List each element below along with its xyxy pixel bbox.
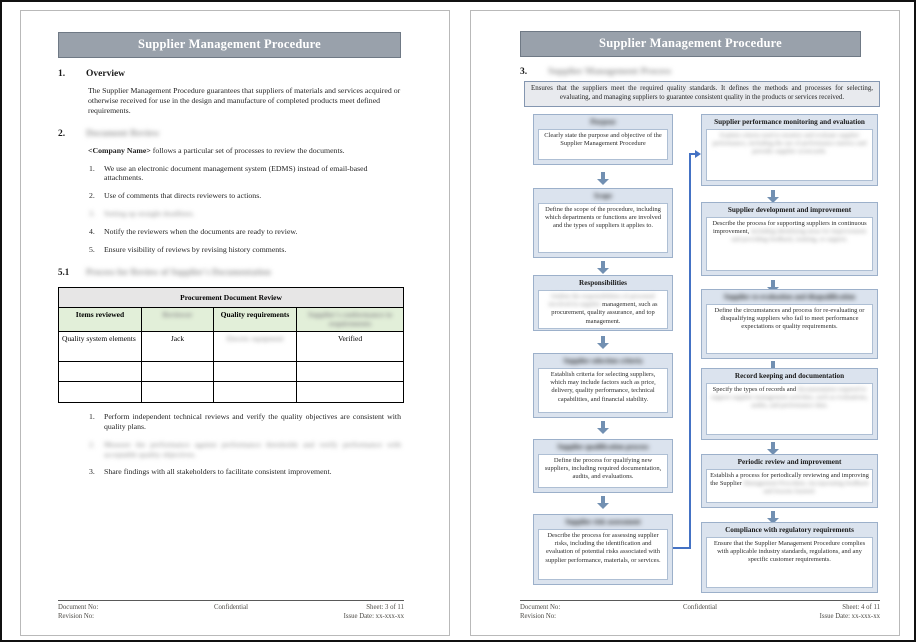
footer-issue-date: Issue Date: xx-xxx-xx: [819, 613, 880, 621]
table-cell: [297, 381, 404, 402]
section-title: Overview: [86, 69, 126, 79]
section-title-blurred: Document Review: [86, 128, 160, 139]
flow-box-title: Responsibilities: [579, 279, 627, 287]
table-cell: [297, 361, 404, 381]
flow-box-reevaluation-disqualification: [701, 289, 878, 359]
list-item-number: 1.: [89, 411, 95, 421]
down-arrow: [597, 336, 609, 349]
flow-box-body: Clearly state the purpose and objective of the Supplier Management Procedure: [538, 129, 668, 160]
list-item-number: 3.: [89, 467, 95, 477]
list-item-text: Ensure visibility of reviews by revising history comments.: [104, 245, 287, 255]
list-item: [89, 227, 401, 237]
section-title-blurred: Process for Review of Supplier's Documentation: [86, 266, 271, 277]
list-item-text: Notify the reviewers when the documents are ready to review.: [104, 227, 298, 237]
table-title-row: [59, 287, 404, 307]
flow-box-body: Define the circumstances and process for re-evaluating or disqualifying suppliers who fail to meet performance expectations or quality requirements.: [706, 304, 873, 354]
process-intro-box: Ensures that the suppliers meet the required quality standards. It defines the methods and processes for selecting, evaluating, and managing suppliers to guarantee consistent quality in the products or services received.: [524, 81, 880, 107]
col-header: Quality requirements: [214, 307, 297, 331]
flow-box-title-blurred: Scope: [594, 192, 612, 200]
footer-doc-info: [520, 603, 640, 622]
flow-box-title-blurred: Supplier selection criteria: [563, 357, 643, 365]
footer-doc-info: [58, 603, 173, 622]
list-item: [89, 245, 401, 255]
flow-box-title: Record keeping and documentation: [734, 372, 845, 380]
list-item: [89, 467, 401, 477]
flow-box-purpose: [533, 114, 673, 165]
table-cell: [214, 381, 297, 402]
list-item-text: Share findings with all stakeholders to facilitate consistent improvement.: [104, 467, 332, 477]
flow-box-title: Periodic review and improvement: [737, 458, 842, 466]
flow-box-body: Ensure that the Supplier Management Procedure complies with applicable industry standards, regulations, and any specific customer requirements.: [706, 537, 873, 588]
footer-document-no: Document No:: [520, 603, 561, 611]
table-header-row: [59, 307, 404, 331]
flow-box-body: Outline the responsibilities of personnel involved in supplier management, such as procurement, quality assurance, and top management.: [538, 290, 668, 329]
flow-box-title: Supplier performance monitoring and evaluation: [714, 118, 865, 126]
page-footer: [520, 600, 880, 622]
list-item-number: 1.: [89, 163, 95, 173]
section-title-blurred: Supplier Management Process: [548, 67, 672, 77]
list-item-number: 2.: [89, 439, 95, 449]
list-item-text: We use an electronic document management system (EDMS) instead of email-based attachments.: [104, 163, 368, 183]
table-cell: [142, 381, 214, 402]
flow-box-body-blurred: Explain criteria used to monitor and evaluate supplier performance, including the use of performance metrics and periodic supplier scorecards.: [706, 129, 873, 181]
footer-sheet: Sheet: 3 of 11: [366, 603, 404, 611]
list-item-text: Setting up straight deadlines.: [104, 209, 195, 219]
footer-sheet-info: [289, 603, 404, 622]
list-item: [89, 412, 401, 432]
section-number: 2.: [58, 128, 66, 139]
page-footer: [58, 600, 404, 622]
down-arrow: [597, 421, 609, 434]
procurement-document-review-table: [58, 287, 404, 403]
table-cell: [59, 361, 142, 381]
table-cell: [59, 381, 142, 402]
list-item: [89, 191, 401, 201]
section-5-1-heading: [58, 267, 401, 277]
footer-confidential: Confidential: [214, 603, 248, 611]
table-row: [59, 361, 404, 381]
footer-issue-date: Issue Date: xx-xxx-xx: [343, 613, 404, 621]
table-row: [59, 381, 404, 402]
list-item-number: 2.: [89, 191, 95, 201]
col-header-blurred: Supplier's conformance to requirements: [297, 307, 404, 331]
down-arrow: [597, 261, 609, 274]
col-header-blurred: Reviewer: [142, 307, 214, 331]
list-item-text: Perform independent technical reviews and verify the quality objectives are consistent with quality plans.: [104, 411, 401, 431]
table-cell-blurred: Electric equipment: [214, 331, 297, 361]
flow-box-title-blurred: Supplier risk assessment: [565, 518, 641, 526]
table-cell: [142, 361, 214, 381]
list-item-number: 3.: [89, 209, 95, 219]
flow-box-record-keeping: [701, 368, 878, 440]
footer-document-no: Document No:: [58, 603, 99, 611]
document-title-banner: Supplier Management Procedure: [58, 32, 401, 58]
table-cell: Quality system elements: [59, 331, 142, 361]
flow-box-title-blurred: Supplier re-evaluation and disqualification: [723, 293, 856, 301]
flow-box-title-blurred: Supplier qualification process: [557, 443, 649, 451]
flow-box-body: Describe the process for supporting suppliers in continuous improvement, including identifying areas for improvement and providing feedback, training, or support.: [706, 217, 873, 271]
section-number: 1.: [58, 69, 66, 79]
section-1-heading: [58, 69, 401, 79]
flow-box-body: Define the process for qualifying new suppliers, including required documentation, audits, and evaluations.: [538, 454, 668, 488]
flow-box-scope: [533, 188, 673, 258]
section-2-heading: [58, 129, 401, 139]
table-cell: Verified: [297, 331, 404, 361]
flow-box-performance-monitoring: [701, 114, 878, 186]
section-3-heading: [520, 67, 671, 77]
flow-box-title: Compliance with regulatory requirements: [725, 526, 854, 534]
footer-confidential: Confidential: [683, 603, 717, 611]
footer-sheet-info: [760, 603, 880, 622]
flow-box-body: Establish criteria for selecting suppliers, which may include factors such as price, delivery, quality performance, technical capabilities, and financial stability.: [538, 368, 668, 413]
document-title-banner: Supplier Management Procedure: [520, 31, 861, 57]
list-item: [89, 164, 401, 184]
flow-box-body: Specify the types of records and documentation required to support supplier management activities, such as evaluations, audits, and performance data.: [706, 383, 873, 435]
section-number: 5.1: [58, 266, 70, 277]
col-header: Items reviewed: [59, 307, 142, 331]
flow-box-compliance: [701, 522, 878, 593]
flow-box-body: Describe the process for assessing supplier risks, including the identification and evaluation of potential risks associated with supplier performance, materials, or services.: [538, 529, 668, 580]
flow-box-supplier-risk-assessment: [533, 514, 673, 585]
company-name-placeholder: <Company Name>: [88, 145, 151, 155]
footer-revision-no: Revision No:: [520, 613, 557, 621]
list-item-text: Measure the performance against performance thresholds and verify performance with acceptable quality objectives.: [104, 439, 401, 459]
flow-box-periodic-review: [701, 454, 878, 508]
footer-revision-no: Revision No:: [58, 613, 95, 621]
list-item-text: Use of comments that directs reviewers to actions.: [104, 191, 262, 201]
flow-box-body: Define the scope of the procedure, including which departments or functions are involved and the types of suppliers it applies to.: [538, 203, 668, 253]
connector-vertical: [689, 153, 691, 549]
list-item-number: 4.: [89, 227, 95, 237]
flow-box-supplier-development: [701, 202, 878, 276]
footer-sheet: Sheet: 4 of 11: [842, 603, 880, 611]
flow-box-body: Establish a process for periodically reviewing and improving the Supplier Management Procedure, incorporating feedback and lessons learned.: [706, 469, 873, 503]
down-arrow: [597, 172, 609, 185]
company-name-paragraph: [88, 146, 401, 156]
table-cell: [214, 361, 297, 381]
page-left-content: [21, 11, 449, 477]
flow-box-title: Supplier development and improvement: [727, 206, 852, 214]
section-number: 3.: [520, 67, 528, 77]
overview-paragraph: The Supplier Management Procedure guarantees that suppliers of materials and services acquired or otherwise received for use in the design and manufacture of completed products meet defined requirements.: [88, 86, 401, 115]
flow-box-supplier-qualification-process: [533, 439, 673, 493]
flow-box-supplier-selection-criteria: [533, 353, 673, 418]
list-item-blurred: [89, 440, 401, 460]
flow-box-responsibilities: [533, 275, 673, 331]
table-cell: Jack: [142, 331, 214, 361]
list-item-number: 5.: [89, 245, 95, 255]
flow-box-title-blurred: Purpose: [590, 118, 616, 126]
page-left: [20, 10, 450, 636]
table-row: [59, 331, 404, 361]
list-item-blurred: [89, 209, 401, 219]
table-title: Procurement Document Review: [59, 287, 404, 307]
page-right: [470, 10, 900, 636]
down-arrow: [597, 496, 609, 509]
company-name-rest: follows a particular set of processes to review the documents.: [150, 145, 345, 155]
